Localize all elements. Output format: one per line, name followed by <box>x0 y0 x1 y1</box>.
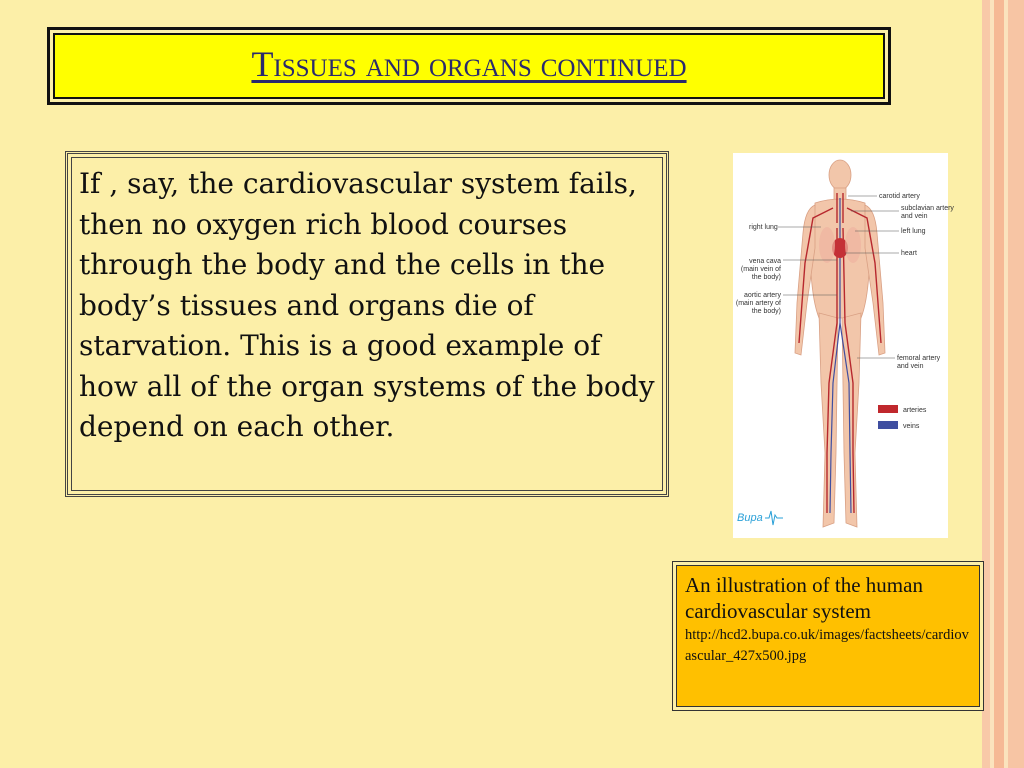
body-text-frame <box>65 151 669 497</box>
label-left-lung: left lung <box>901 228 926 235</box>
label-aortic: aortic artery <box>744 292 781 299</box>
lung-shape <box>819 227 835 263</box>
label-carotid: carotid artery <box>879 193 920 200</box>
legend-swatch-veins <box>878 421 898 429</box>
label-heart: heart <box>901 250 917 257</box>
label-aortic: (main artery of <box>735 300 781 307</box>
title-panel <box>53 33 885 99</box>
caption-source-url: http://hcd2.bupa.co.uk/images/factsheets/cardiovascular_427x500.jpg <box>685 627 969 664</box>
diagram-legend <box>878 405 927 430</box>
label-femoral: femoral artery <box>897 355 941 362</box>
label-subclavian: subclavian artery <box>901 205 954 212</box>
legend-label-arteries: arteries <box>903 407 927 414</box>
legend-label-veins: veins <box>903 423 920 430</box>
label-vena-cava: (main vein of <box>740 266 781 273</box>
label-right-lung: right lung <box>749 224 778 231</box>
bupa-logo-text: Bupa <box>737 512 763 524</box>
label-vena-cava: the body) <box>751 274 781 281</box>
legend-swatch-arteries <box>878 405 898 413</box>
caption-frame <box>672 561 984 711</box>
label-aortic: the body) <box>751 308 781 315</box>
cardiovascular-illustration <box>733 153 954 538</box>
body-diagram-svg <box>733 153 954 538</box>
bupa-logo <box>737 511 783 525</box>
label-femoral: and vein <box>897 363 924 370</box>
slide-title: Tissues and organs continued <box>251 44 687 84</box>
lung-shape <box>845 227 861 263</box>
caption-text: An illustration of the human cardiovascular system <box>685 573 923 623</box>
title-frame <box>47 27 891 105</box>
heartbeat-icon <box>765 511 783 525</box>
caption-panel <box>676 565 980 707</box>
label-vena-cava: vena cava <box>749 258 781 265</box>
decor-stripe <box>1008 0 1024 768</box>
body-text: If , say, the cardiovascular system fails, then no oxygen rich blood courses through the body and the cells in the body’s tissues and organs die of starvation. This is a good example of how all of the organ systems of the body depend on each other. <box>79 167 655 443</box>
decor-stripe <box>994 0 1004 768</box>
label-subclavian: and vein <box>901 213 928 220</box>
